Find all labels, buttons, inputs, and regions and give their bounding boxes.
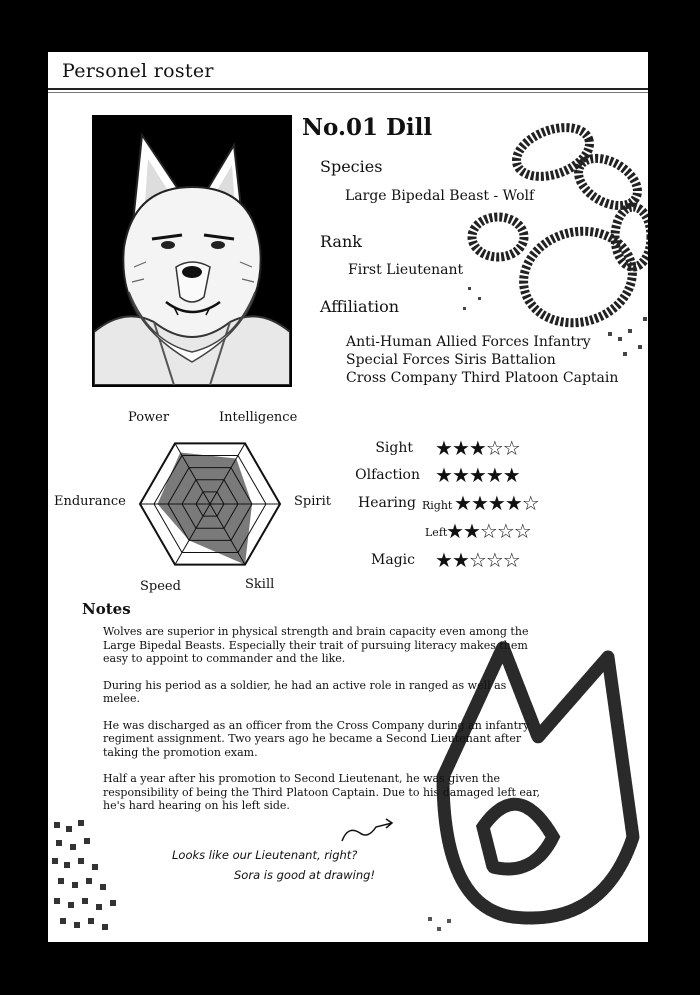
ability-radar-chart [48,402,348,602]
radar-label-power: Power [128,410,170,425]
halftone-pattern-icon [48,812,158,942]
caption-line-1: Looks like our Lieutenant, right? [172,848,358,862]
species-label: Species [320,157,383,176]
star-empty-icon: ☆ [502,548,520,572]
caption-line-2: Sora is good at drawing! [234,868,376,882]
radar-label-spirit: Spirit [294,494,331,509]
notes-body [103,625,543,826]
stat-hearing-right-label: Right [422,499,453,512]
star-filled-icon: ★ [451,436,469,460]
radar-label-intelligence: Intelligence [219,410,298,425]
star-filled-icon: ★ [468,463,486,487]
notes-paragraph: He was discharged as an officer from the Cross Company during an infantry regiment assignment. Two years ago he became a Second Lieutenant after taking the promotion exam. [103,718,530,759]
radar-label-speed: Speed [140,579,181,594]
star-filled-icon: ★ [462,519,480,543]
scribble-decoration-icon [458,107,648,367]
star-filled-icon: ★ [502,463,520,487]
stat-magic-label: Magic [371,552,415,568]
notes-paragraph: Wolves are superior in physical strength and brain capacity even among the Large Bipedal Beasts. Especially their trait of pursuing literacy makes them easy to appoint to commander and the like. [103,625,529,665]
wolf-portrait-icon [94,117,290,385]
wolf-portrait [92,115,292,387]
star-filled-icon: ★ [446,519,463,543]
stat-hearing-label: Hearing [358,495,416,511]
affiliation-label: Affiliation [320,297,400,316]
roster-page [48,52,648,942]
star-filled-icon: ★ [451,548,469,572]
stat-magic-stars [435,548,520,572]
star-empty-icon: ☆ [468,548,486,572]
stat-sight-label: Sight [375,440,413,456]
notes-title: Notes [82,600,131,618]
star-empty-icon: ☆ [496,519,514,543]
star-empty-icon: ☆ [479,519,497,543]
stat-hearing-left-label: Left [425,526,448,539]
affiliation-line: Cross Company Third Platoon Captain [346,370,619,386]
page-title: Personel roster [62,60,214,82]
radar-label-skill: Skill [245,577,275,592]
star-filled-icon: ★ [454,491,471,515]
affiliation-line: Anti-Human Allied Forces Infantry [346,334,591,350]
star-filled-icon: ★ [470,491,488,515]
star-empty-icon: ☆ [485,436,503,460]
radar-label-endurance: Endurance [54,494,126,509]
roster-header [48,52,648,88]
star-filled-icon: ★ [487,491,505,515]
notes-paragraph: During his period as a soldier, he had an active role in ranged as well as melee. [103,678,507,705]
stat-sight-stars [435,436,520,460]
star-filled-icon: ★ [451,463,469,487]
star-empty-icon: ☆ [513,519,531,543]
star-empty-icon: ☆ [502,436,520,460]
star-filled-icon: ★ [468,436,486,460]
stat-olfaction-label: Olfaction [355,467,420,483]
star-empty-icon: ☆ [521,491,539,515]
header-divider [48,88,648,90]
star-filled-icon: ★ [435,436,452,460]
star-filled-icon: ★ [435,548,452,572]
star-empty-icon: ☆ [485,548,503,572]
star-filled-icon: ★ [435,463,452,487]
star-filled-icon: ★ [485,463,503,487]
rank-value: First Lieutenant [348,262,464,278]
header-divider-thin [48,92,648,93]
stat-olfaction-stars [435,463,520,487]
stat-hearing-left-stars [446,519,531,543]
notes-paragraph: Half a year after his promotion to Second Lieutenant, he was given the responsibility of being the Third Platoon Captain. Due to his damaged left ear, he's hard hearing on his left side. [103,772,540,812]
affiliation-line: Special Forces Siris Battalion [346,352,556,368]
character-name: No.01 Dill [302,114,433,141]
radar-value-area [158,452,253,564]
rank-label: Rank [320,232,362,251]
species-value: Large Bipedal Beast - Wolf [345,188,535,204]
stat-hearing-right-stars [454,491,539,515]
star-filled-icon: ★ [504,491,522,515]
